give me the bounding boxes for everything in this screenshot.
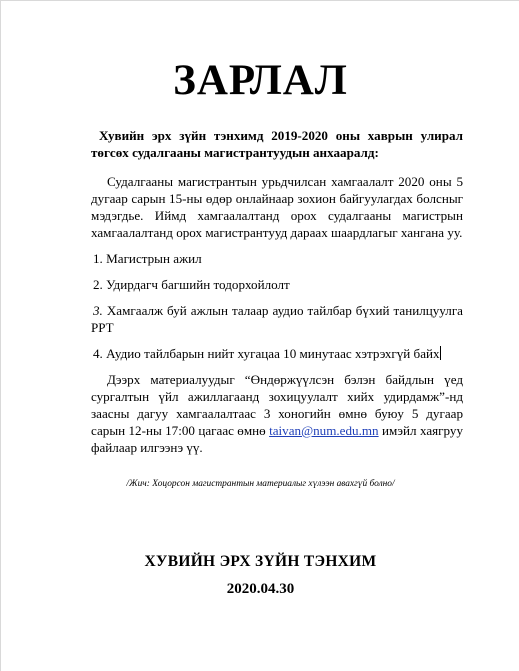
document-body: [91, 127, 463, 465]
intro-paragraph: [91, 173, 463, 241]
note-text: /Жич: Хоцорсон магистрантын материалыг хүлээн авахгүй болно/: [126, 479, 395, 489]
list-item: [91, 250, 463, 267]
list-item-text: Удирдагч багшийн тодорхойлолт: [106, 277, 290, 292]
list-item-text: Хамгаалж буй ажлын талаар аудио тайлбар бүхий танилцуулга PPT: [91, 303, 463, 335]
document-date: 2020.04.30: [226, 581, 295, 597]
document-title: ЗАРЛАЛ: [173, 57, 348, 104]
email-link[interactable]: taivan@num.edu.mn: [269, 423, 379, 438]
list-item-number: 2.: [93, 277, 103, 292]
closing-text-after-email: имэйл хаягруу файлаар илгээнэ үү.: [91, 423, 463, 455]
list-item-number: 3.: [93, 303, 103, 318]
list-item: [91, 302, 463, 336]
announcement-heading: [91, 127, 463, 161]
list-item: [91, 345, 463, 362]
heading-text: Хувийн эрх зүйн тэнхимд 2019-2020 оны хаврын улирал төгсөх судалгааны магистрантуудын анхааралд:: [91, 128, 463, 160]
list-item: [91, 276, 463, 293]
closing-text-before-email: Дээрх материалуудыг “Өндөржүүлсэн бэлэн байдлын үед сургалтын үйл ажиллагаанд зохицуулалт хийх удирдамж”-нд заасны дагуу хамгаалалтаас 3 хоногийн өмнө буюу 5 дугаар сарын 12-ны 17:00 цагаас өмнө: [91, 372, 463, 438]
list-item-text: Аудио тайлбарын нийт хугацаа 10 минутаас хэтрэхгүй байх: [106, 346, 440, 361]
list-item-number: 1.: [93, 251, 103, 266]
closing-paragraph: [91, 371, 463, 456]
list-item-text: Магистрын ажил: [106, 251, 202, 266]
department-signature: ХУВИЙН ЭРХ ЗҮЙН ТЭНХИМ: [144, 553, 377, 570]
intro-text: Судалгааны магистрантын урьдчилсан хамгаалалт 2020 оны 5 дугаар сарын 15-ны өдөр онлайнаар зохион байгуулагдах болсныг мэдэгдье. Иймд хамгаалалтанд орох судалгааны магистрын хамгаалалтанд орох магистрантууд дараах шаардлагыг хангана уу.: [91, 174, 463, 240]
text-cursor: [440, 346, 441, 360]
list-item-number: 4.: [93, 346, 103, 361]
